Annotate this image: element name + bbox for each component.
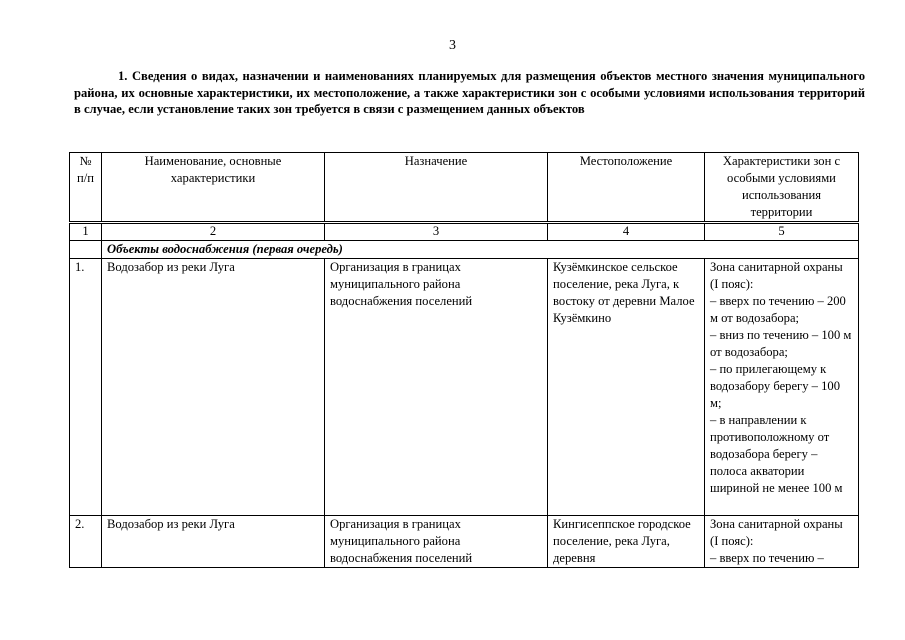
table-row bbox=[70, 516, 859, 568]
header-purpose: Назначение bbox=[325, 153, 548, 223]
header-zone: Характеристики зон с особыми условиями использования территории bbox=[705, 153, 859, 223]
zone-line: – по прилегающему к водозабору берегу – 100 м; bbox=[710, 362, 841, 410]
section-heading: 1. Сведения о видах, назначении и наименованиях планируемых для размещения объектов местного значения муниципального района, их основные характеристики, их местоположение, а также характеристики зон с особыми условиями использования территорий в случае, если установление таких зон требуется в связи с размещением данных объектов bbox=[74, 69, 865, 116]
row-name: Водозабор из реки Луга bbox=[102, 259, 325, 516]
row-zone bbox=[705, 259, 859, 516]
zone-line: – в направлении к противоположному от водозабора берегу – полоса акватории шириной не менее 100 м bbox=[710, 413, 843, 495]
header-location: Местоположение bbox=[548, 153, 705, 223]
zone-line: Зона санитарной охраны (I пояс): bbox=[710, 517, 843, 548]
zone-line: – вверх по течению – bbox=[710, 551, 824, 565]
row-location: Кингисеппское городское поселение, река Луга, деревня bbox=[548, 516, 705, 568]
row-purpose: Организация в границах муниципального района водоснабжения поселений bbox=[325, 259, 548, 516]
section-row bbox=[70, 241, 859, 259]
objects-table bbox=[69, 152, 859, 568]
row-zone bbox=[705, 516, 859, 568]
row-location: Кузёмкинское сельское поселение, река Луга, к востоку от деревни Малое Кузёмкино bbox=[548, 259, 705, 516]
column-number: 2 bbox=[102, 223, 325, 241]
row-num: 2. bbox=[70, 516, 102, 568]
row-purpose: Организация в границах муниципального района водоснабжения поселений bbox=[325, 516, 548, 568]
column-number: 1 bbox=[70, 223, 102, 241]
header-name: Наименование, основные характеристики bbox=[102, 153, 325, 223]
row-num: 1. bbox=[70, 259, 102, 516]
zone-line: Зона санитарной охраны (I пояс): bbox=[710, 260, 843, 291]
page-number: 3 bbox=[449, 38, 456, 53]
row-name: Водозабор из реки Луга bbox=[102, 516, 325, 568]
zone-line: – вниз по течению – 100 м от водозабора; bbox=[710, 328, 852, 359]
section-num-cell bbox=[70, 241, 102, 259]
header-num: № п/п bbox=[70, 153, 102, 223]
zone-line: – вверх по течению – 200 м от водозабора; bbox=[710, 294, 846, 325]
column-number: 5 bbox=[705, 223, 859, 241]
table-header-row bbox=[70, 153, 859, 223]
table-row bbox=[70, 259, 859, 516]
column-number: 4 bbox=[548, 223, 705, 241]
column-number-row bbox=[70, 223, 859, 241]
column-number: 3 bbox=[325, 223, 548, 241]
section-title: Объекты водоснабжения (первая очередь) bbox=[102, 241, 859, 259]
